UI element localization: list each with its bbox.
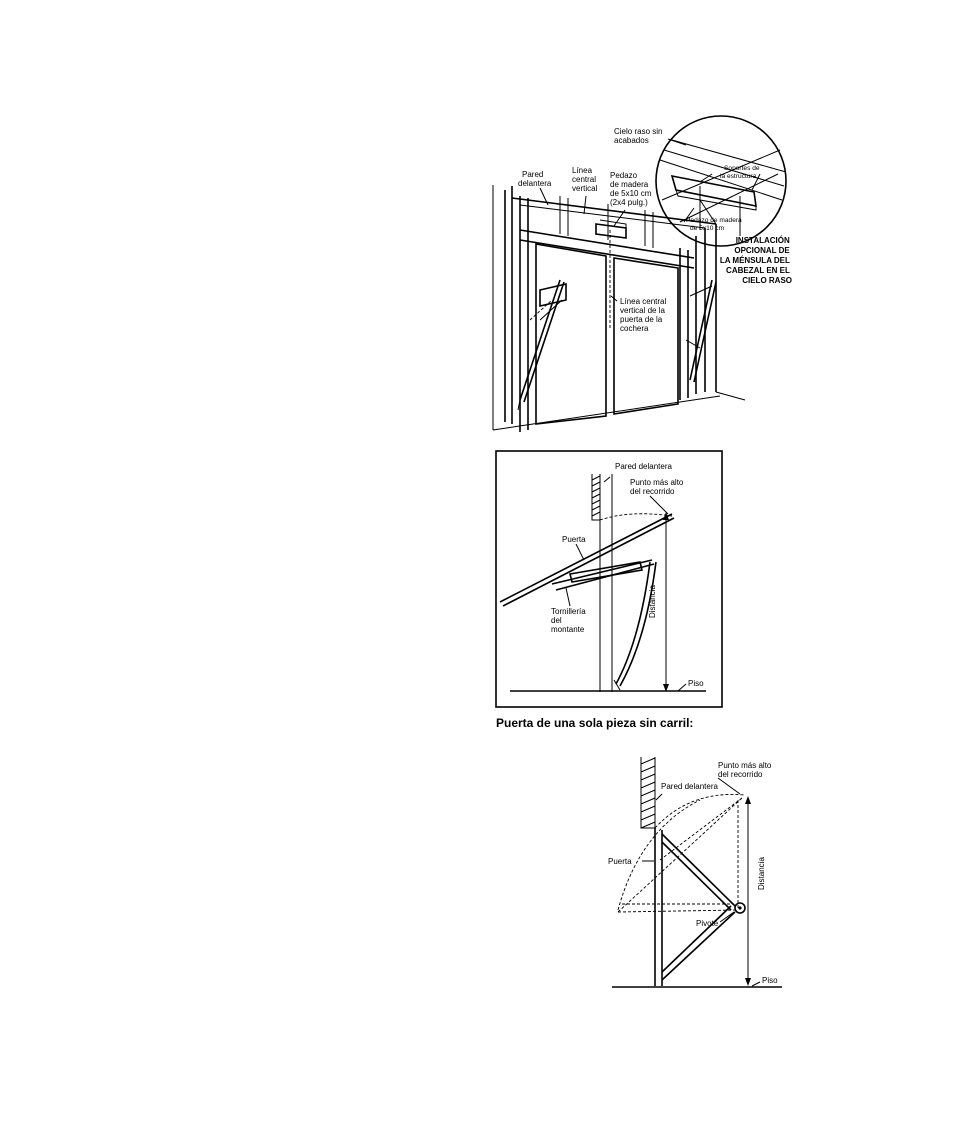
fig3-front-wall-label: Pared delantera [661, 782, 718, 791]
wood-block [596, 220, 626, 238]
center-line-label: Línea central vertical [572, 166, 598, 193]
supports-label: Soportes de la estructura [720, 165, 760, 180]
fig3-pivot-label: Pivote [696, 919, 719, 928]
door-center-line-label: Línea central vertical de la puerta de la cochera [620, 297, 667, 333]
wood-piece-label: Pedazo de madera de 5x10 cm (2x4 pulg.) [610, 171, 652, 207]
optional-install-label: INSTALACIÓN OPCIONAL DE LA MÉNSULA DEL CABEZAL EN EL CIELO RASO [719, 236, 792, 285]
ceiling-label: Cielo raso sin acabados [614, 127, 663, 145]
fig2-door-label: Puerta [562, 535, 586, 544]
wood-detail-label: Pedazo de madera de 5x10 cm [686, 217, 742, 232]
front-wall-label: Pared delantera [518, 170, 552, 188]
fig2-hardware-label: Tornillería del montante [551, 607, 586, 634]
fig3-floor-label: Piso [762, 976, 778, 985]
fig2-distance-label: Distancia [648, 585, 657, 618]
fig3-distance-label: Distancia [757, 857, 766, 890]
fig2-highest-point-label: Punto más alto del recorrido [630, 478, 684, 496]
left-spring-arm [518, 280, 566, 410]
figure2-labels [551, 462, 704, 688]
section-caption: Puerta de una sola pieza sin carril: [496, 716, 694, 730]
fig3-highest-point-label: Punto más alto del recorrido [718, 761, 772, 779]
fig2-floor-label: Piso [688, 679, 704, 688]
figure2-diagram [496, 451, 722, 707]
right-spring-arm [686, 280, 716, 382]
fig3-door-label: Puerta [608, 857, 632, 866]
fig2-front-wall-label: Pared delantera [615, 462, 672, 471]
